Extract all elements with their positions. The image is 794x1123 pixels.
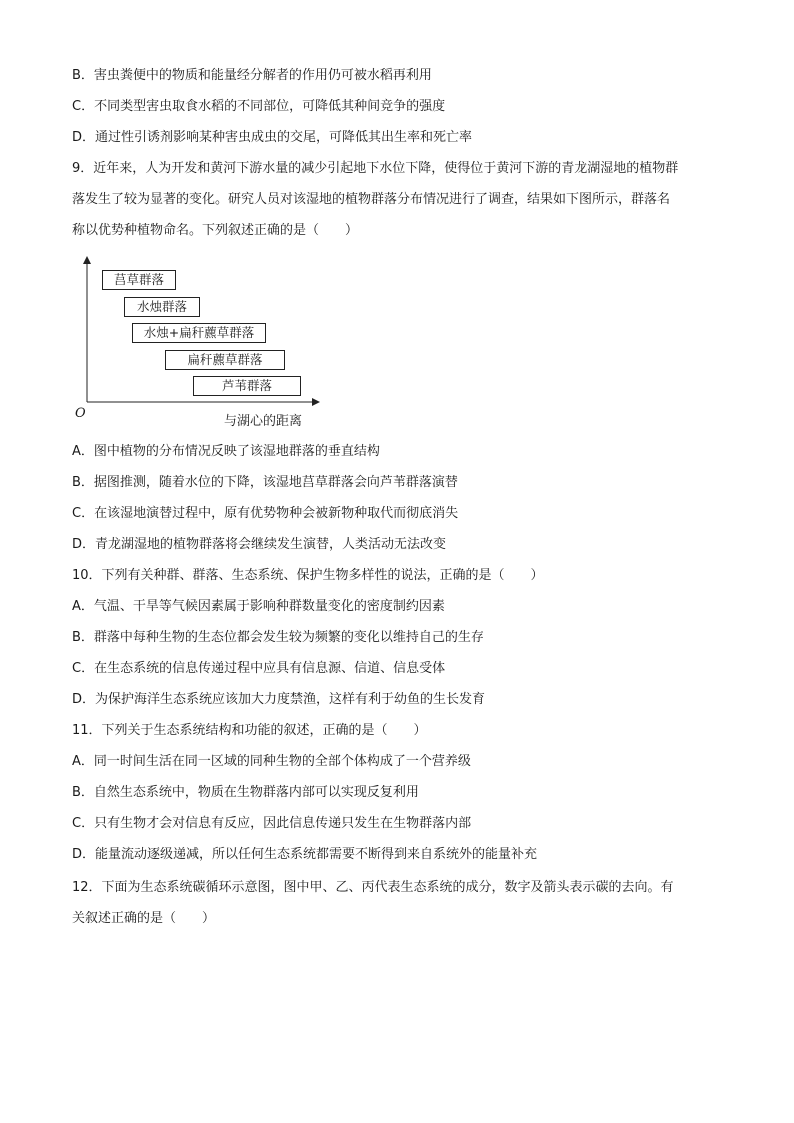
q8-option-d: D．通过性引诱剂影响某种害虫成虫的交尾，可降低其出生率和死亡率 [72,130,473,145]
community-box-shuizhu: 水烛群落 [124,297,200,317]
community-box-jucao: 莒草群落 [102,270,176,290]
q10-option-a: A．气温、干旱等气候因素属于影响种群数量变化的密度制约因素 [72,599,445,614]
q9-option-b: B．据图推测，随着水位的下降，该湿地莒草群落会向芦苇群落演替 [72,475,458,490]
q9-option-a: A．图中植物的分布情况反映了该湿地群落的垂直结构 [72,444,380,459]
community-box-shuizhu-biangan: 水烛+扁秆藨草群落 [132,323,266,343]
q10-option-b: B．群落中每种生物的生态位都会发生较为频繁的变化以维持自己的生存 [72,630,484,645]
q12-stem-line-1: 12．下面为生态系统碳循环示意图，图中甲、乙、丙代表生态系统的成分，数字及箭头表示碳的去向。有 [72,880,674,895]
q8-option-b: B．害虫粪便中的物质和能量经分解者的作用仍可被水稻再利用 [72,68,432,83]
community-box-luwei: 芦苇群落 [193,376,301,396]
q10-option-d: D．为保护海洋生态系统应该加大力度禁渔，这样有利于幼鱼的生长发育 [72,692,486,707]
q10-option-c: C．在生态系统的信息传递过程中应具有信息源、信道、信息受体 [72,661,446,676]
q9-option-c: C．在该湿地演替过程中，原有优势物种会被新物种取代而彻底消失 [72,506,459,521]
q11-option-d: D．能量流动逐级递减，所以任何生态系统都需要不断得到来自系统外的能量补充 [72,847,538,862]
x-axis-label: 与湖心的距离 [224,414,303,429]
q9-stem-line-1: 9．近年来，人为开发和黄河下游水量的减少引起地下水位下降，使得位于黄河下游的青龙湖湿地的植物群 [72,161,679,176]
community-box-biangan: 扁秆藨草群落 [165,350,285,370]
q11-option-b: B．自然生态系统中，物质在生物群落内部可以实现反复利用 [72,785,419,800]
q11-stem: 11．下列关于生态系统结构和功能的叙述，正确的是（ ） [72,723,427,738]
community-distribution-figure [72,256,322,428]
q8-option-c: C．不同类型害虫取食水稻的不同部位，可降低其种间竞争的强度 [72,99,446,114]
q9-option-d: D．青龙湖湿地的植物群落将会继续发生演替，人类活动无法改变 [72,537,447,552]
q11-option-a: A．同一时间生活在同一区域的同种生物的全部个体构成了一个营养级 [72,754,471,769]
q9-stem-line-2: 落发生了较为显著的变化。研究人员对该湿地的植物群落分布情况进行了调查，结果如下图所示，群落名 [72,192,671,207]
q11-option-c: C．只有生物才会对信息有反应，因此信息传递只发生在生物群落内部 [72,816,472,831]
q9-stem-line-3: 称以优势种植物命名。下列叙述正确的是（ ） [72,223,359,238]
q12-stem-line-2: 关叙述正确的是（ ） [72,911,216,926]
q10-stem: 10．下列有关种群、群落、生态系统、保护生物多样性的说法，正确的是（ ） [72,568,544,583]
origin-label: O [75,406,86,421]
